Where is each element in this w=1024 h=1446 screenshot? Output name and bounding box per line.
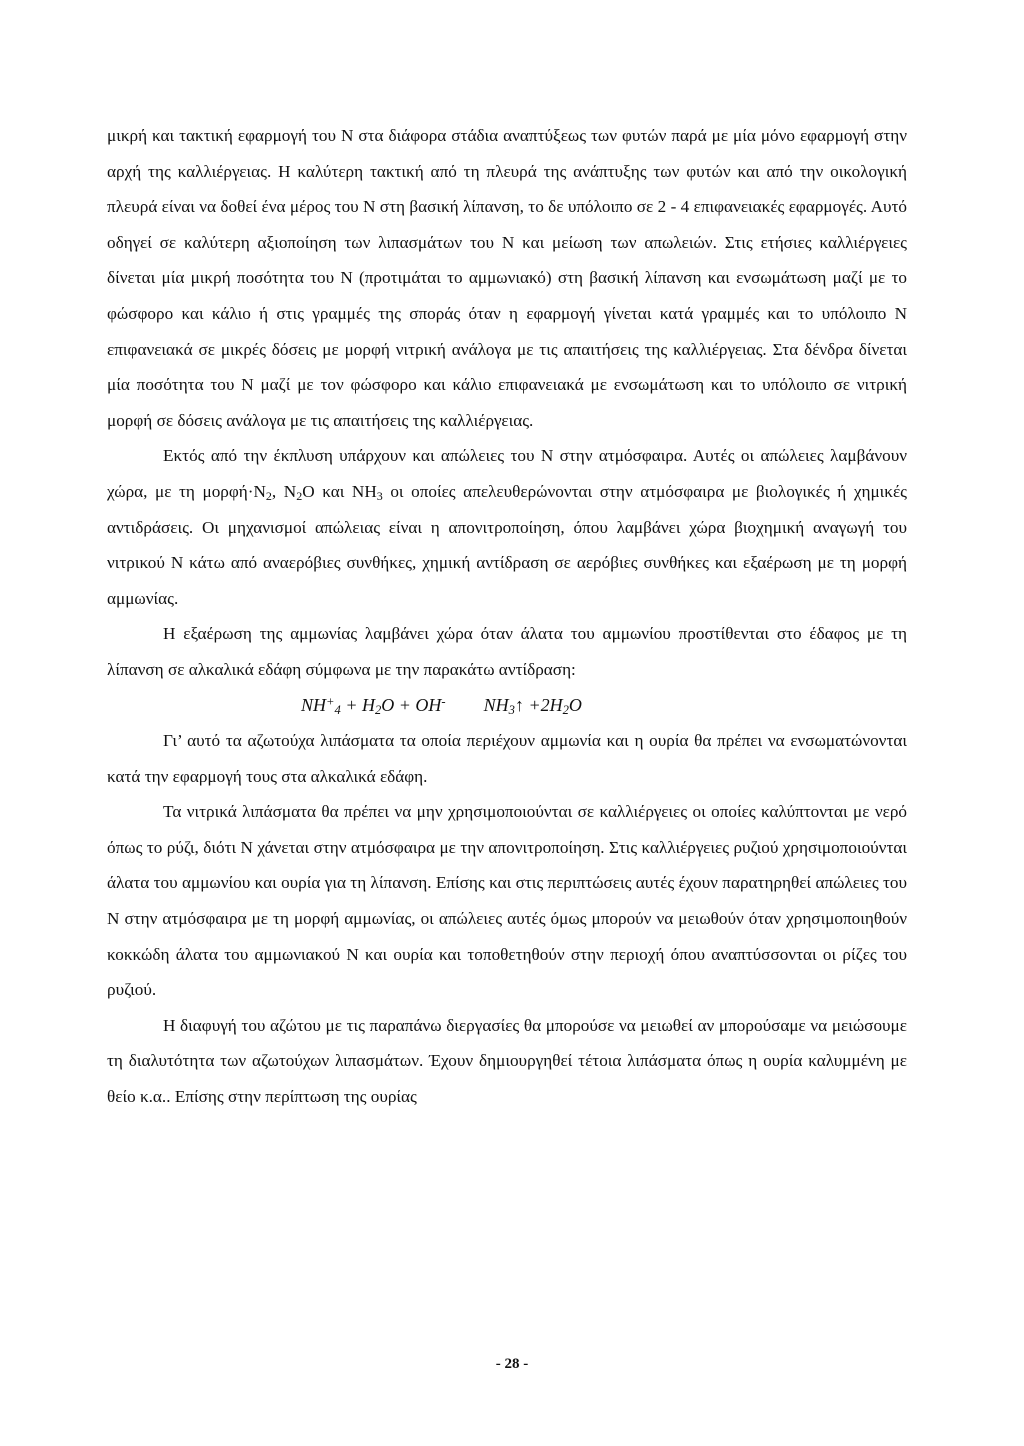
subscript: 2 [265,488,272,503]
chemical-equation [107,688,907,724]
page-number: - 28 - [495,1356,529,1372]
equation-subscript: 2 [374,702,382,717]
equation-term: O [568,694,582,715]
equation-subscript: 3 [508,702,515,717]
document-page [107,118,907,1115]
equation-term: NH [301,694,327,715]
paragraph-fertilization-timing: μικρή και τακτική εφαρμογή του Ν στα διάφορα στάδια αναπτύξεως των φυτών παρά με μία μόνο εφαρμογή στην αρχή της καλλιέργειας. Η καλύτερη τακτική από τη πλευρά της ανάπτυξης των φυτών και από την οικολογική πλευρά είναι να δοθεί ένα μέρος του Ν στη βασική λίπανση, το δε υπόλοιπο σε 2 - 4 επιφανειακές εφαρμογές. Αυτό οδηγεί σε καλύτερη αξιοποίηση των λιπασμάτων του Ν και μείωση των απωλειών. Στις ετήσιες καλλιέργειες δίνεται μία μικρή ποσότητα του Ν (προτιμάται το αμμωνιακό) στη βασική λίπανση και ενσωμάτωση μαζί με το φώσφορο και κάλιο ή στις γραμμές της σποράς όταν η εφαρμογή γίνεται κατά γραμμές και το υπόλοιπο Ν επιφανειακά σε μικρές δόσεις με μορφή νιτρική ανάλογα με τις απαιτήσεις της καλλιέργειας. Στα δένδρα δίνεται μία ποσότητα του Ν μαζί με τον φώσφορο και κάλιο επιφανειακά με ενσωμάτωση και το υπόλοιπο σε νιτρική μορφή σε δόσεις ανάλογα με τις απαιτήσεις της καλλιέργειας. [107,126,907,430]
equation-superscript: - [441,693,446,708]
equation-term: +2H [523,694,563,715]
paragraph-text: οι οποίες απελευθερώνονται στην ατμόσφαιρα με βιολογικές ή χημικές αντιδράσεις. Οι μηχανισμοί απώλειας είναι η απονιτροποίηση, όπου λαμβάνει χώρα βιοχημική αναγωγή του νιτρικού Ν κάτω από αναερόβιες συνθήκες, χημική αντίδραση σε αερόβιες συνθήκες και εξαέρωση με τη μορφή αμμωνίας. [107,481,907,608]
paragraph-atmospheric-losses [107,438,907,616]
paragraph-text: Ο και ΝΗ [302,481,377,501]
paragraph-incorporation: Γι’ αυτό τα αζωτούχα λιπάσματα τα οποία περιέχουν αμμωνία και η ουρία θα πρέπει να ενσωματώνονται κατά την εφαρμογή τους στα αλκαλικά εδάφη. [107,731,907,786]
equation-subscript: 4 [334,702,341,717]
paragraph-solubility: Η διαφυγή του αζώτου με τις παραπάνω διεργασίες θα μπορούσε να μειωθεί αν μπορούσαμε να μειώσουμε τη διαλυτότητα των αζωτούχων λιπασμάτων. Έχουν δημιουργηθεί τέτοια λιπάσματα όπως η ουρία καλυμμένη με θείο κ.α.. Επίσης στην περίπτωση της ουρίας [107,1015,907,1107]
paragraph-text: , Ν [271,481,297,501]
paragraph-ammonia-volatilization: Η εξαέρωση της αμμωνίας λαμβάνει χώρα όταν άλατα του αμμωνίου προστίθενται στο έδαφος με τη λίπανση σε αλκαλικά εδάφη σύμφωνα με την παρακάτω αντίδραση: [107,624,907,679]
equation-term: NH [483,694,509,715]
paragraph-text: Εκτός από την έκπλυση υπάρχουν και απώλειες του Ν στην ατμόσφαιρα. Αυτές οι απώλειες λαμβάνουν χώρα, με τη μορφή·Ν [107,446,907,501]
paragraph-nitrate-fertilizers: Τα νιτρικά λιπάσματα θα πρέπει να μην χρησιμοποιούνται σε καλλιέργειες οι οποίες καλύπτονται με νερό όπως το ρύζι, διότι Ν χάνεται στην ατμόσφαιρα με την απονιτροποίηση. Στις καλλιέργειες ρυζιού χρησιμοποιούνται άλατα του αμμωνίου και ουρία για τη λίπανση. Επίσης και στις περιπτώσεις αυτές έχουν παρατηρηθεί απώλειες του Ν στην ατμόσφαιρα με τη μορφή αμμωνίας, οι απώλειες αυτές όμως μπορούν να μειωθούν όταν χρησιμοποιηθούν κοκκώδη άλατα του αμμωνιακού Ν και ουρία και τοποθετηθούν στην περιοχή όπου αναπτύσσονται οι ρίζες του ρυζιού. [107,802,907,1000]
subscript: 3 [376,488,383,503]
equation-subscript: 2 [562,702,569,717]
equation-superscript: + [326,693,335,708]
subscript: 2 [296,488,303,503]
equation-term: + H [340,694,375,715]
up-arrow-icon: ↑ [514,694,524,715]
equation-term: O + OH [381,694,442,715]
